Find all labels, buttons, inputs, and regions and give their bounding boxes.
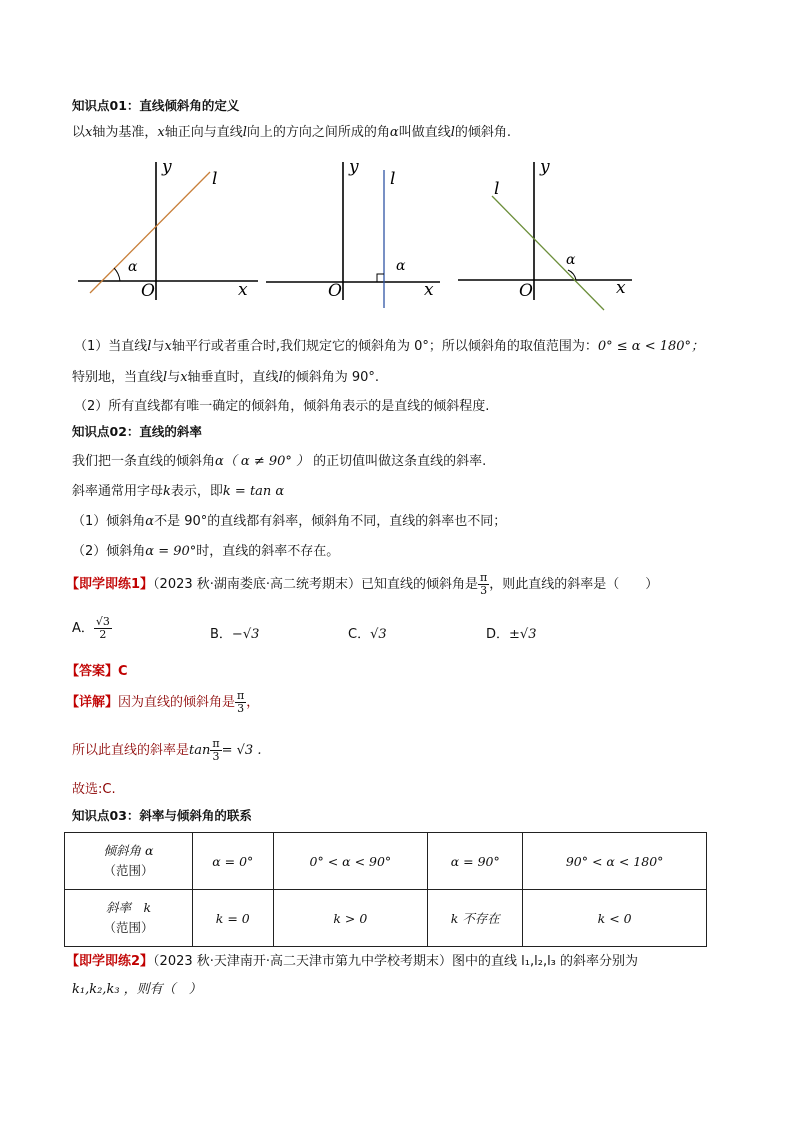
numerator: π (237, 689, 245, 702)
section2-title: 知识点02：直线的斜率 (72, 424, 202, 439)
text: （1）当直线 (74, 339, 148, 354)
table-cell: k 不存在 (428, 890, 523, 947)
var-x: x (164, 339, 172, 354)
table-cell: k > 0 (273, 890, 428, 947)
text: 的倾斜角. (454, 125, 512, 140)
note-1 (74, 335, 704, 354)
origin-label: O (328, 281, 342, 301)
table-row (65, 833, 707, 890)
table-row (65, 890, 707, 947)
option-value: ±√3 (509, 627, 537, 642)
detail-text: 因为直线的倾斜角是 (118, 695, 236, 710)
numerator: π (480, 571, 488, 584)
question-text: （2023 秋·天津南开·高二天津市第九中学校考期末）图中的直线 l₁,l₂,l₃ 的斜率分别为 (153, 954, 639, 969)
answer-value: C (118, 664, 128, 679)
alpha-label: α (396, 258, 406, 274)
table-cell: α = 90° (428, 833, 523, 890)
x-label: x (238, 280, 248, 300)
text: （1）倾斜角 (72, 514, 146, 529)
text: 轴正向与直线 (164, 125, 243, 140)
right-angle-mark (377, 274, 384, 282)
var-l: l (450, 125, 455, 140)
slope-notation (72, 480, 284, 499)
var-x: x (85, 125, 93, 140)
text: 时，直线的斜率不存在。 (196, 544, 340, 559)
row-header (65, 890, 193, 947)
figure-vertical (266, 157, 440, 308)
detail (66, 690, 259, 715)
figure-negative-slope (458, 157, 632, 310)
table-cell: α = 0° (193, 833, 274, 890)
result: = √3 . (221, 743, 262, 758)
denominator: 3 (480, 584, 488, 597)
numerator: π (212, 737, 220, 750)
text: 与 (167, 370, 181, 385)
text: 的倾斜角为 90°. (282, 370, 380, 385)
option-c[interactable] (348, 623, 387, 642)
y-label: y (162, 157, 172, 177)
var-l: l (163, 370, 168, 385)
denominator: 2 (99, 628, 107, 641)
table-cell: k = 0 (193, 890, 274, 947)
text: 以 (72, 125, 86, 140)
header-text: （范围） (103, 863, 154, 878)
var-x: x (180, 370, 188, 385)
denominator: 3 (212, 750, 220, 763)
text: 我们把一条直线的倾斜角 (72, 454, 216, 469)
exercise-2-question (66, 950, 638, 969)
text: 的正切值叫做这条直线的斜率. (309, 454, 487, 469)
var-l: l (242, 125, 247, 140)
option-label: C． (348, 627, 371, 642)
text: 轴为基准， (92, 125, 158, 140)
l-label: l (494, 179, 500, 199)
text: 表示，即 (170, 484, 223, 499)
exercise-tag: 【即学即练1】 (66, 577, 154, 592)
text: 轴平行或者重合时,我们规定它的倾斜角为 0°；所以倾斜角的取值范围为： (171, 339, 598, 354)
range-formula: 0° ≤ α < 180°； (597, 339, 705, 354)
text: （2）倾斜角 (72, 544, 146, 559)
row-header (65, 833, 193, 890)
text: 叫做直线 (398, 125, 451, 140)
origin-label: O (519, 281, 533, 301)
definition-text (72, 121, 511, 140)
question-text: ，则此直线的斜率是（ ） (489, 577, 659, 592)
x-label: x (424, 280, 434, 300)
answer-tag: 【答案】 (66, 664, 119, 679)
header-text: （范围） (103, 920, 154, 935)
exercise-tag: 【即学即练2】 (66, 954, 154, 969)
slope-formula: k = tan α (222, 484, 285, 499)
line-l (90, 172, 210, 293)
l-label: l (212, 169, 218, 189)
tan: tan (189, 743, 211, 758)
denominator: 3 (237, 702, 245, 715)
detail-text: ， (246, 695, 260, 710)
var-alpha: α (215, 454, 224, 469)
option-b[interactable] (210, 623, 259, 642)
fraction (235, 690, 246, 715)
numerator: √3 (95, 615, 110, 628)
alpha-label: α (128, 259, 138, 275)
header-text: 斜率 k (105, 900, 152, 915)
detail-conclusion (72, 738, 261, 763)
var-alpha: α (145, 514, 155, 529)
detail-tag: 【详解】 (66, 695, 119, 710)
var-l: l (147, 339, 152, 354)
section1-title: 知识点01：直线倾斜角的定义 (72, 98, 240, 113)
slope-note-1 (72, 510, 506, 529)
text: 特别地，当直线 (72, 370, 164, 385)
fraction (94, 616, 112, 641)
answer (66, 660, 128, 679)
table-cell: 0° < α < 90° (273, 833, 428, 890)
section3-title: 知识点03：斜率与倾斜角的联系 (72, 808, 252, 823)
option-value: −√3 (231, 627, 260, 642)
table-cell: 90° < α < 180° (523, 833, 707, 890)
detail-text: 所以此直线的斜率是 (72, 743, 190, 758)
question-text: （2023 秋·湖南娄底·高二统考期末）已知直线的倾斜角是 (153, 577, 479, 592)
y-label: y (540, 157, 550, 177)
choose: 故选:C. (72, 782, 116, 797)
text: 斜率通常用字母 (72, 484, 164, 499)
x-label: x (616, 278, 626, 298)
text: 与 (151, 339, 165, 354)
option-a[interactable] (72, 616, 112, 641)
exercise-1-question (66, 572, 658, 597)
text: 不是 90°的直线都有斜率，倾斜角不同，直线的斜率也不同； (154, 514, 507, 529)
formula: α = 90° (145, 544, 197, 559)
var-x: x (157, 125, 165, 140)
alpha-label: α (566, 252, 576, 268)
header-text: 倾斜角 α (103, 843, 154, 858)
option-d[interactable] (486, 623, 536, 642)
var-alpha: α (389, 125, 399, 140)
slope-angle-table (64, 832, 707, 947)
slope-definition (72, 450, 486, 469)
slope-note-2 (72, 540, 339, 559)
figure-positive-slope (78, 157, 258, 301)
note-2: （2）所有直线都有唯一确定的倾斜角，倾斜角表示的是直线的倾斜程度. (74, 399, 490, 414)
var-l: l (278, 370, 283, 385)
text: 向上的方向之间所成的角 (246, 125, 390, 140)
option-label: D． (486, 627, 510, 642)
inclination-figures (0, 150, 794, 330)
condition: （ α ≠ 90° ） (223, 454, 310, 469)
option-value: √3 (370, 627, 387, 642)
y-label: y (349, 157, 359, 177)
origin-label: O (141, 281, 155, 301)
angle-arc (114, 268, 120, 281)
text: 轴垂直时，直线 (187, 370, 279, 385)
line-l (492, 196, 604, 310)
note-1-special (72, 366, 379, 385)
var-k: k (163, 484, 171, 499)
option-label: B． (210, 627, 232, 642)
exercise-2-line2: k₁,k₂,k₃ ，则有（ ） (72, 982, 202, 997)
option-label: A． (72, 621, 94, 636)
table-cell: k < 0 (523, 890, 707, 947)
fraction (478, 572, 489, 597)
l-label: l (390, 169, 396, 189)
fraction (210, 738, 221, 763)
